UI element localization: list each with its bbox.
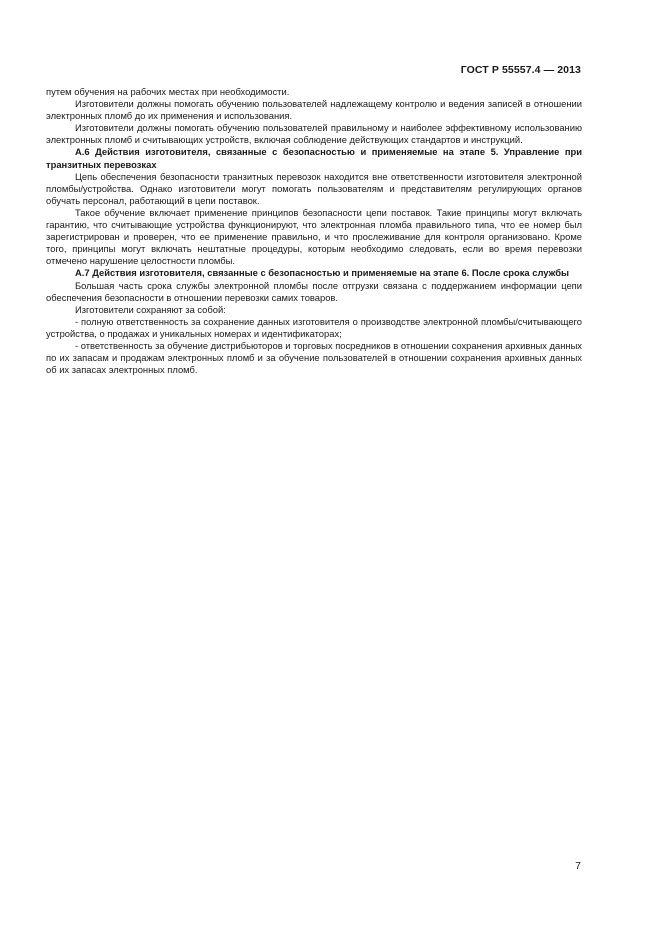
paragraph: Цепь обеспечения безопасности транзитных перевозок находится вне ответственности изготовителя электронной пломбы/устройства. Однако изготовители могут помогать пользователям и представителям регулирующих органов обучать персонал, работающий в цепи поставок. <box>46 170 582 206</box>
list-item: - ответственность за обучение дистрибьюторов и торговых посредников в отношении сохранения архивных данных по их запасам и продажам электронных пломб и за обучение пользователей в отношении сохранения архивных данных об их запасах электронных пломб. <box>46 339 582 376</box>
paragraph: путем обучения на рабочих местах при необходимости. <box>46 86 290 97</box>
list-item: - полную ответственность за сохранение данных изготовителя о производстве электронной пломбы/считывающего устройства, о продажах и уникальных номерах и идентификаторах; <box>46 315 582 339</box>
standard-id: ГОСТ Р 55557.4 — 2013 <box>460 64 581 76</box>
section-heading-a7: А.7 Действия изготовителя, связанные с безопасностью и применяемые на этапе 6. После срока службы <box>75 267 570 279</box>
document-body <box>46 86 582 376</box>
paragraph: Большая часть срока службы электронной пломбы после отгрузки связана с поддержанием информации цепи обеспечения безопасности в отношении перевозки самих товаров. <box>46 279 582 303</box>
document-header <box>461 64 581 76</box>
page-number: 7 <box>575 860 581 872</box>
section-heading-a6: А.6 Действия изготовителя, связанные с безопасностью и применяемые на этапе 5. Управление при транзитных перевозках <box>46 146 582 170</box>
paragraph: Изготовители сохраняют за собой: <box>75 303 226 315</box>
paragraph: Изготовители должны помогать обучению пользователей надлежащему контролю и ведения записей в отношении электронных пломб до их применения и использования. <box>46 98 582 122</box>
paragraph: Изготовители должны помогать обучению пользователей правильному и наиболее эффективному использованию электронных пломб и считывающих устройств, включая соблюдение действующих стандартов и инструкций. <box>46 122 582 146</box>
paragraph: Такое обучение включает применение принципов безопасности цепи поставок. Такие принципы могут включать гарантию, что считывающие устройства функционируют, что электронная пломба правильного типа, что ее номер был зарегистрирован и проверен, что ее применение правильно, и что прослеживание для контроля организовано. Кроме того, принципы могут включать нештатные процедуры, которым необходимо следовать, если во время перевозки отмечено нарушение целостности пломбы. <box>46 206 582 267</box>
